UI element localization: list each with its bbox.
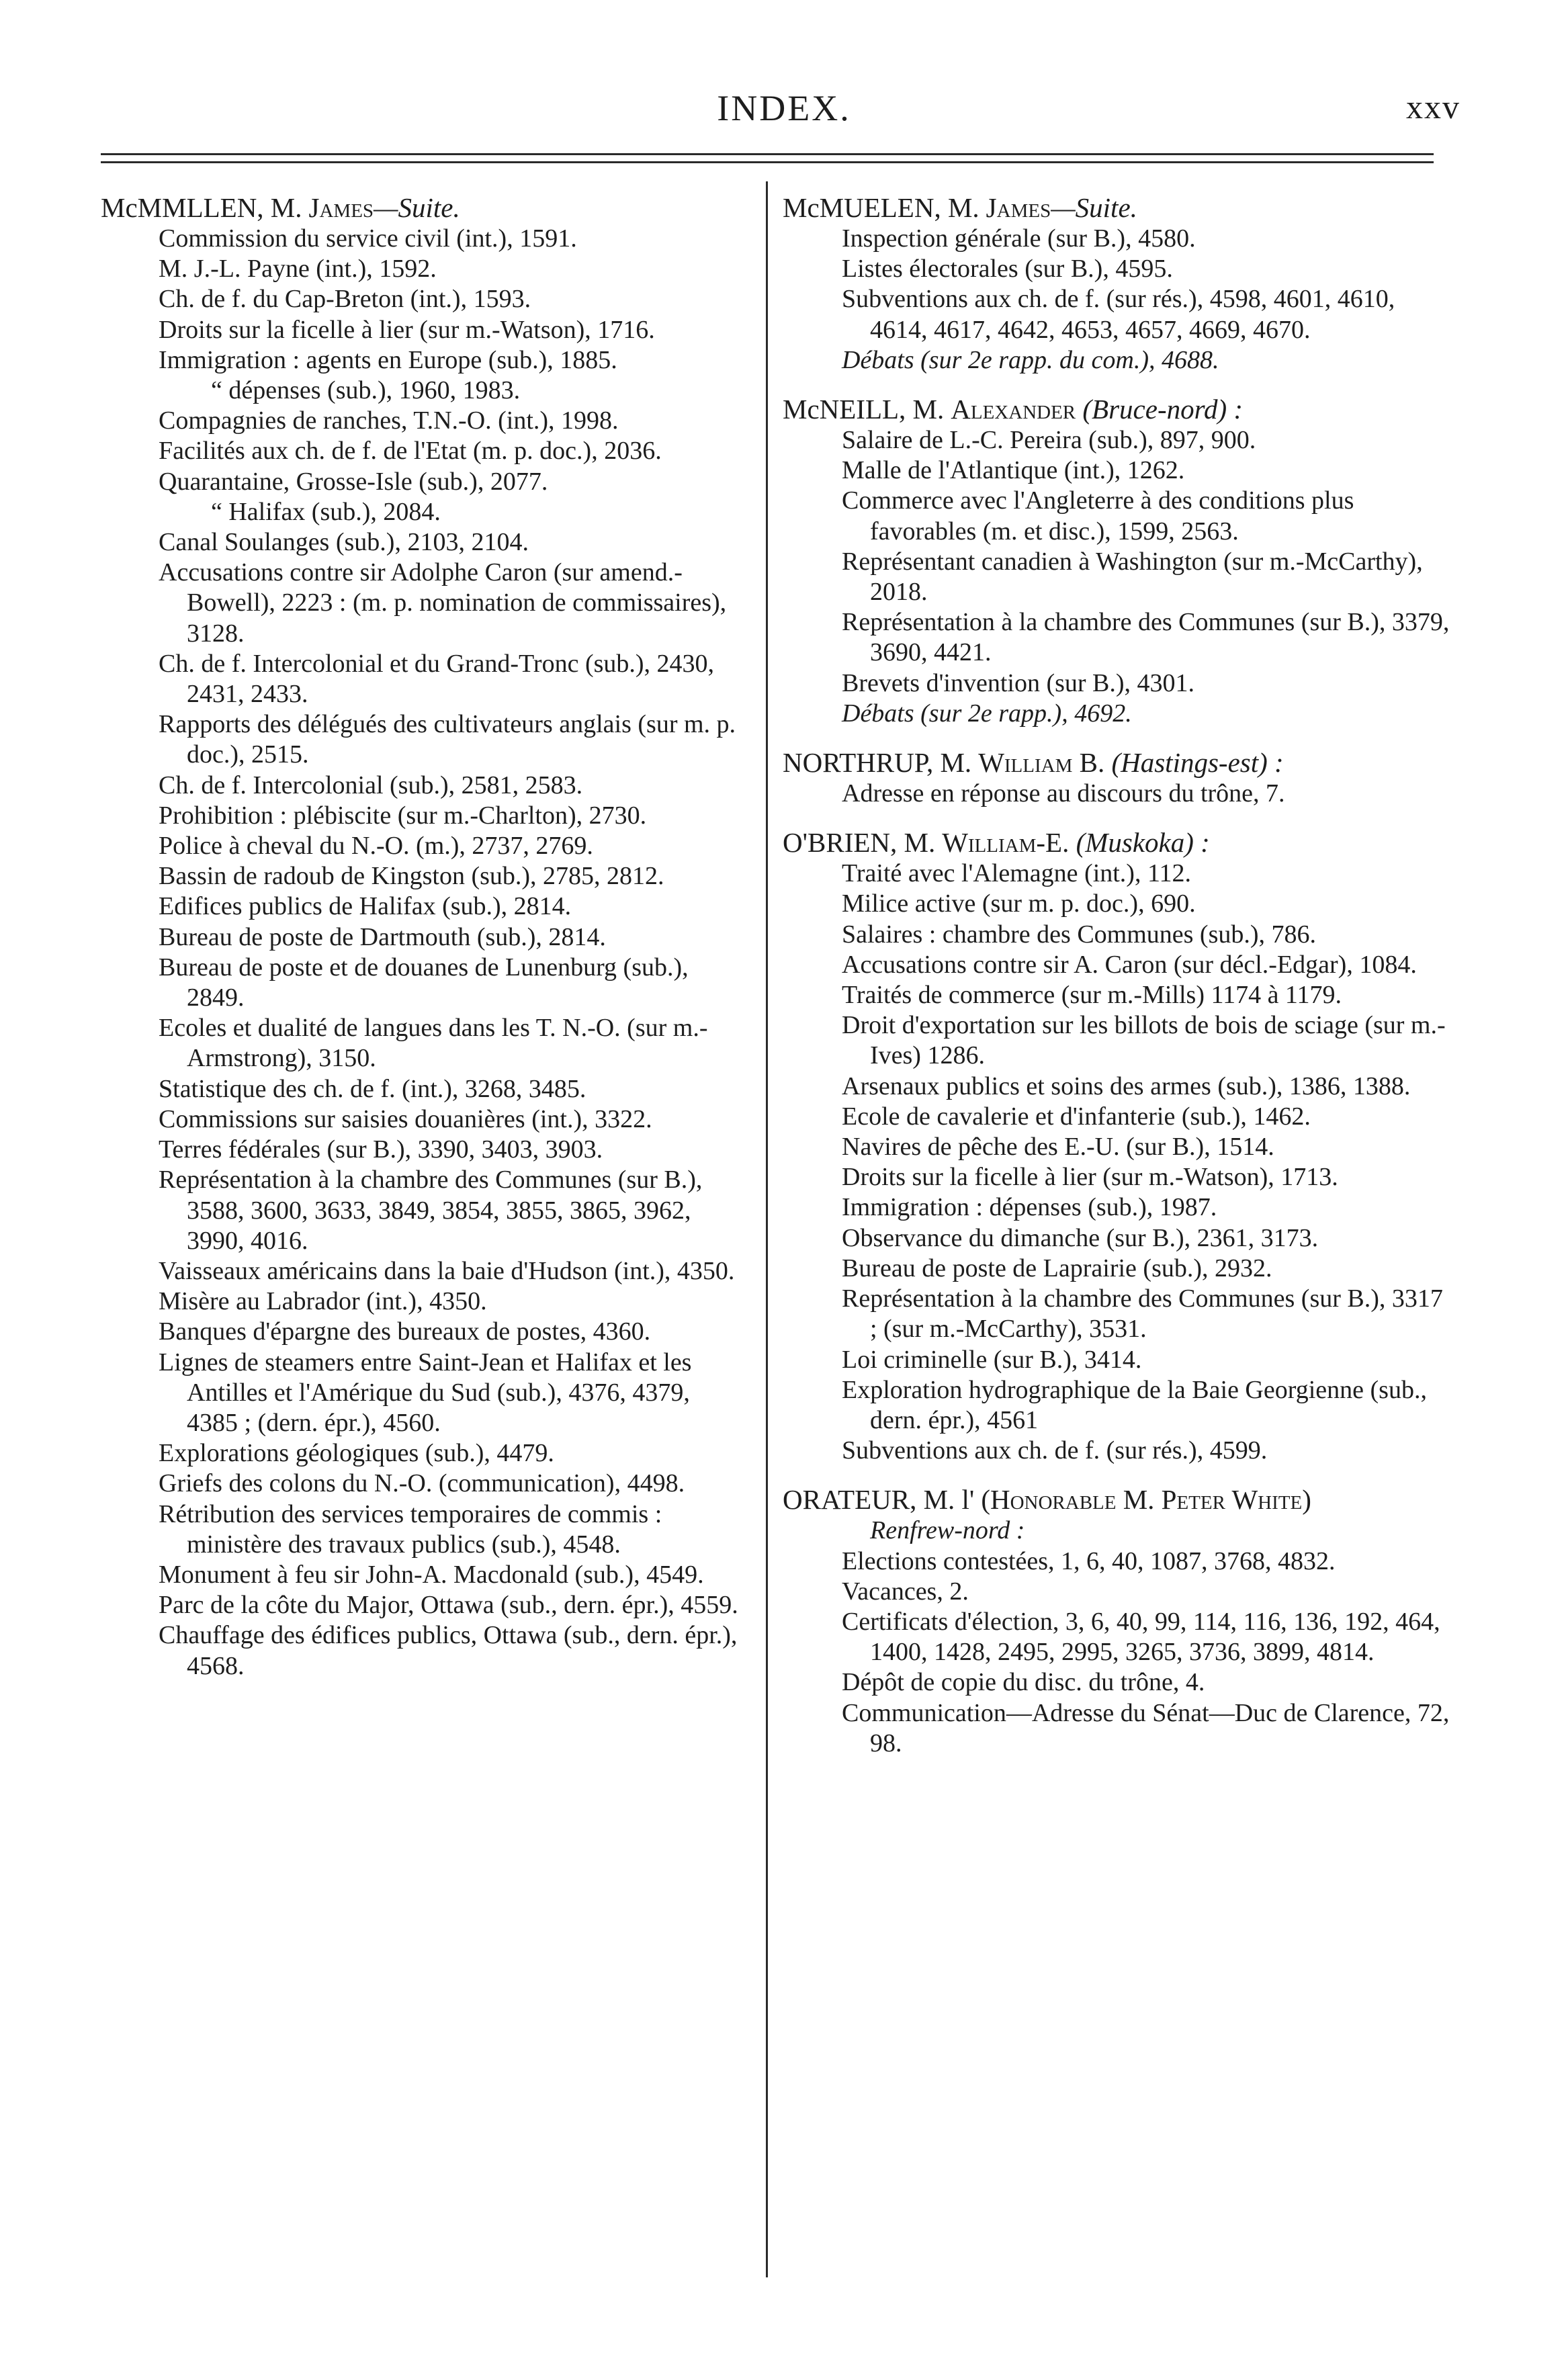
entry-firstname: William-E. bbox=[942, 827, 1070, 859]
entry-item: Certificats d'élection, 3, 6, 40, 99, 114, 116, 136, 192, 464, 1400, 1428, 2495, 2995, 3265, 3736, 3899, 4814. bbox=[842, 1607, 1440, 1667]
entry-item: Banques d'épargne des bureaux de postes, 4360. bbox=[159, 1317, 651, 1346]
entry-item: Exploration hydrographique de la Baie Georgienne (sub., dern. épr.), 4561 bbox=[842, 1375, 1427, 1434]
entry-item: Commerce avec l'Angleterre à des conditions plus favorables (m. et disc.), 1599, 2563. bbox=[842, 486, 1354, 545]
index-entry bbox=[783, 393, 1454, 729]
entry-firstname: Alexander bbox=[951, 394, 1076, 425]
entry-item: Ch. de f. Intercolonial et du Grand-Tronc (sub.), 2430, 2431, 2433. bbox=[159, 649, 715, 709]
entry-item: Canal Soulanges (sub.), 2103, 2104. bbox=[159, 528, 529, 557]
entry-name: McMMLLEN, M. bbox=[101, 192, 302, 223]
entry-name: McNEILL, M. bbox=[783, 394, 945, 425]
entry-item: Lignes de steamers entre Saint-Jean et Halifax et les Antilles et l'Amérique du Sud (sub.), 4376, 4379, 4385 ; (dern. épr.), 4560. bbox=[159, 1348, 692, 1437]
entry-heading bbox=[783, 1483, 1454, 1516]
entry-item: Subventions aux ch. de f. (sur rés.), 4599. bbox=[842, 1436, 1268, 1465]
entry-item: Rétribution des services temporaires de commis : ministère des travaux publics (sub.), 4548. bbox=[159, 1499, 662, 1559]
entry-item: Bureau de poste de Dartmouth (sub.), 2814. bbox=[159, 922, 606, 951]
entry-item: Vacances, 2. bbox=[842, 1577, 969, 1606]
entry-item: Accusations contre sir Adolphe Caron (sur amend.-Bowell), 2223 : (m. p. nomination de commissaires), 3128. bbox=[159, 558, 727, 648]
entry-item: Salaire de L.-C. Pereira (sub.), 897, 900. bbox=[842, 426, 1256, 455]
entry-item: Facilités aux ch. de f. de l'Etat (m. p. doc.), 2036. bbox=[159, 437, 662, 466]
entry-item: Adresse en réponse au discours du trône, 7. bbox=[842, 779, 1285, 808]
entry-riding: (Bruce-nord) : bbox=[1082, 394, 1244, 425]
index-entry bbox=[101, 191, 746, 1682]
entry-item: Bassin de radoub de Kingston (sub.), 2785, 2812. bbox=[159, 862, 664, 891]
index-entry bbox=[783, 191, 1454, 376]
entry-item: Bureau de poste de Laprairie (sub.), 2932. bbox=[842, 1254, 1272, 1282]
index-entry bbox=[783, 1483, 1454, 1759]
entry-item: Salaires : chambre des Communes (sub.), 786. bbox=[842, 920, 1317, 949]
entry-item: Milice active (sur m. p. doc.), 690. bbox=[842, 889, 1196, 918]
entry-riding: (Hastings-est) : bbox=[1111, 747, 1284, 779]
entry-item: “ Halifax (sub.), 2084. bbox=[211, 497, 441, 526]
entry-item: Traité avec l'Alemagne (int.), 112. bbox=[842, 859, 1192, 888]
entry-item: Prohibition : plébiscite (sur m.-Charlton), 2730. bbox=[159, 801, 647, 830]
entry-suffix: —Suite. bbox=[374, 192, 460, 223]
entry-item: Compagnies de ranches, T.N.-O. (int.), 1998. bbox=[159, 406, 619, 435]
header-rule bbox=[101, 153, 1434, 155]
entry-item: Malle de l'Atlantique (int.), 1262. bbox=[842, 456, 1185, 485]
entry-item: Rapports des délégués des cultivateurs anglais (sur m. p. doc.), 2515. bbox=[159, 710, 736, 769]
entry-heading bbox=[101, 191, 746, 224]
entry-item: Quarantaine, Grosse-Isle (sub.), 2077. bbox=[159, 467, 548, 496]
entry-item: Représentant canadien à Washington (sur m.-McCarthy), 2018. bbox=[842, 547, 1423, 607]
entry-item: Parc de la côte du Major, Ottawa (sub., dern. épr.), 4559. bbox=[159, 1591, 738, 1620]
entry-item: Navires de pêche des E.-U. (sur B.), 1514. bbox=[842, 1133, 1274, 1162]
entry-heading bbox=[783, 826, 1454, 859]
entry-item: Monument à feu sir John-A. Macdonald (sub.), 4549. bbox=[159, 1560, 704, 1589]
entry-item: Immigration : dépenses (sub.), 1987. bbox=[842, 1193, 1217, 1222]
entry-item: Vaisseaux américains dans la baie d'Hudson (int.), 4350. bbox=[159, 1256, 735, 1285]
entry-item: Bureau de poste et de douanes de Lunenburg (sub.), 2849. bbox=[159, 953, 689, 1012]
header-rule bbox=[101, 161, 1434, 163]
entry-heading bbox=[783, 191, 1454, 224]
entry-item: Ch. de f. Intercolonial (sub.), 2581, 2583. bbox=[159, 771, 583, 799]
entry-name: NORTHRUP, M. bbox=[783, 747, 972, 779]
entry-item: Ch. de f. du Cap-Breton (int.), 1593. bbox=[159, 285, 531, 314]
entry-item: “ dépenses (sub.), 1960, 1983. bbox=[211, 376, 521, 405]
entry-item: M. J.-L. Payne (int.), 1592. bbox=[159, 255, 437, 283]
entry-item: Commission du service civil (int.), 1591. bbox=[159, 224, 577, 253]
entry-item: Elections contestées, 1, 6, 40, 1087, 3768, 4832. bbox=[842, 1546, 1336, 1575]
entry-heading bbox=[783, 746, 1454, 779]
entry-item: Communication—Adresse du Sénat—Duc de Clarence, 72, 98. bbox=[842, 1698, 1450, 1757]
entry-item: Chauffage des édifices publics, Ottawa (sub., dern. épr.), 4568. bbox=[159, 1621, 738, 1680]
entry-item: Loi criminelle (sur B.), 3414. bbox=[842, 1345, 1142, 1374]
entry-item: Police à cheval du N.-O. (m.), 2737, 2769. bbox=[159, 832, 593, 861]
entry-item: Statistique des ch. de f. (int.), 3268, 3485. bbox=[159, 1074, 586, 1103]
entry-item: Observance du dimanche (sur B.), 2361, 3173. bbox=[842, 1223, 1319, 1252]
entry-suffix: —Suite. bbox=[1051, 192, 1137, 223]
entry-name: McMUELEN, M. bbox=[783, 192, 979, 223]
entry-item: Terres fédérales (sur B.), 3390, 3403, 3903. bbox=[159, 1135, 603, 1164]
entry-firstname: William B. bbox=[978, 747, 1105, 779]
entry-name: ORATEUR, M. l' bbox=[783, 1484, 975, 1516]
entry-item: Débats (sur 2e rapp.), 4692. bbox=[842, 699, 1132, 728]
entry-firstname: (Honorable M. Peter White) bbox=[981, 1484, 1311, 1516]
entry-item: Débats (sur 2e rapp. du com.), 4688. bbox=[842, 345, 1219, 374]
entry-item: Explorations géologiques (sub.), 4479. bbox=[159, 1439, 554, 1468]
page-title: INDEX. bbox=[717, 88, 851, 128]
page-number: xxv bbox=[1406, 88, 1461, 126]
entry-item: Ecole de cavalerie et d'infanterie (sub.), 1462. bbox=[842, 1102, 1311, 1131]
column-divider bbox=[766, 181, 768, 2277]
entry-riding: Renfrew-nord : bbox=[870, 1516, 1025, 1545]
entry-firstname: James bbox=[308, 192, 374, 223]
left-column bbox=[101, 191, 746, 1699]
entry-riding: (Muskoka) : bbox=[1076, 827, 1210, 859]
entry-item: Traités de commerce (sur m.-Mills) 1174 à 1179. bbox=[842, 981, 1342, 1010]
entry-item: Edifices publics de Halifax (sub.), 2814. bbox=[159, 892, 572, 921]
index-entry bbox=[783, 746, 1454, 809]
entry-item: Brevets d'invention (sur B.), 4301. bbox=[842, 668, 1195, 697]
entry-item: Représentation à la chambre des Communes (sur B.), 3588, 3600, 3633, 3849, 3854, 3855, 3865, 3962, 3990, 4016. bbox=[159, 1166, 703, 1255]
page-header bbox=[101, 81, 1467, 134]
entry-item: Représentation à la chambre des Communes (sur B.), 3379, 3690, 4421. bbox=[842, 608, 1450, 667]
entry-item: Droits sur la ficelle à lier (sur m.-Watson), 1713. bbox=[842, 1163, 1338, 1192]
entry-item: Accusations contre sir A. Caron (sur décl.-Edgar), 1084. bbox=[842, 950, 1417, 979]
entry-item: Dépôt de copie du disc. du trône, 4. bbox=[842, 1668, 1205, 1697]
entry-item: Ecoles et dualité de langues dans les T. N.-O. (sur m.-Armstrong), 3150. bbox=[159, 1014, 708, 1073]
entry-name: O'BRIEN, M. bbox=[783, 827, 936, 859]
entry-item: Misère au Labrador (int.), 4350. bbox=[159, 1287, 487, 1316]
entry-firstname: James bbox=[986, 192, 1051, 223]
entry-item: Arsenaux publics et soins des armes (sub.), 1386, 1388. bbox=[842, 1072, 1411, 1100]
entry-heading bbox=[783, 393, 1454, 425]
entry-item: Subventions aux ch. de f. (sur rés.), 4598, 4601, 4610, 4614, 4617, 4642, 4653, 4657, 4669, 4670. bbox=[842, 285, 1395, 344]
entry-item: Griefs des colons du N.-O. (communication), 4498. bbox=[159, 1469, 685, 1498]
right-column bbox=[783, 191, 1454, 1776]
entry-item: Droit d'exportation sur les billots de bois de sciage (sur m.-Ives) 1286. bbox=[842, 1011, 1446, 1070]
entry-item: Listes électorales (sur B.), 4595. bbox=[842, 255, 1173, 283]
index-entry bbox=[783, 826, 1454, 1466]
entry-item: Commissions sur saisies douanières (int.), 3322. bbox=[159, 1104, 652, 1133]
entry-item: Inspection générale (sur B.), 4580. bbox=[842, 224, 1196, 253]
entry-item: Droits sur la ficelle à lier (sur m.-Watson), 1716. bbox=[159, 315, 655, 344]
entry-item: Représentation à la chambre des Communes (sur B.), 3317 ; (sur m.-McCarthy), 3531. bbox=[842, 1284, 1443, 1344]
entry-item: Immigration : agents en Europe (sub.), 1885. bbox=[159, 345, 617, 374]
